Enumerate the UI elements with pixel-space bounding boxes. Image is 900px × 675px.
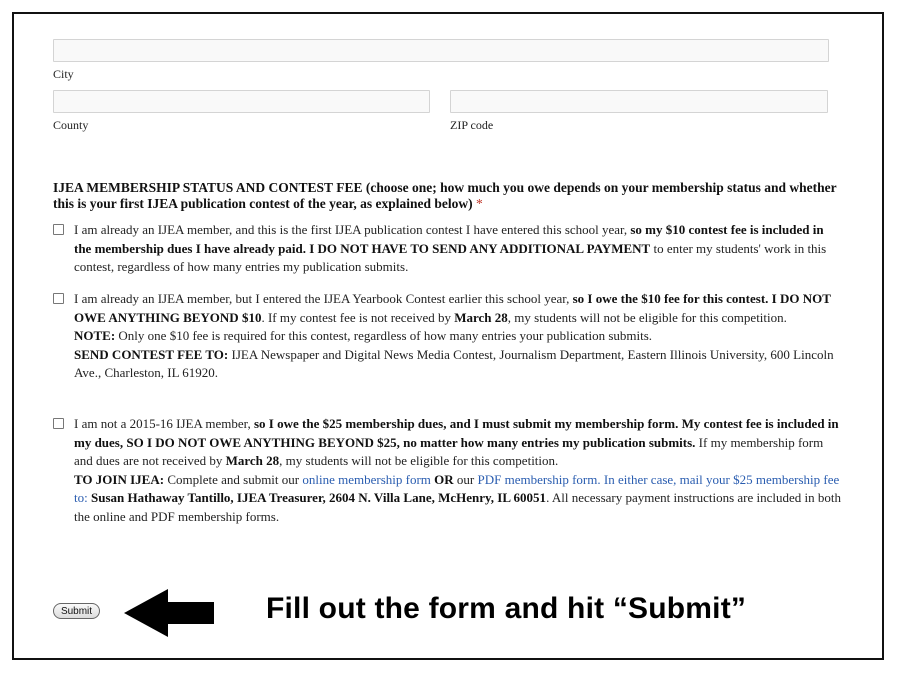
option-2-send-label: SEND CONTEST FEE TO: — [74, 346, 229, 362]
option-2-text-c: , my students will not be eligible for this competition. — [507, 309, 787, 325]
left-arrow-icon — [124, 589, 216, 637]
option-2-text — [74, 290, 843, 383]
annotation-text: Fill out the form and hit “Submit” — [266, 592, 747, 625]
city-input[interactable] — [53, 39, 829, 62]
option-3-join-text-c: . In either case, mail your $25 membership fee to: — [74, 471, 840, 505]
city-label: City — [53, 67, 74, 81]
treasurer-address: Susan Hathaway Tantillo, IJEA Treasurer, 2604 N. Villa Lane, McHenry, IL 60051 — [90, 490, 547, 505]
membership-option-3[interactable] — [53, 415, 843, 526]
membership-status-title — [53, 180, 853, 212]
option-3-text-b: If my membership form and dues are not received by — [74, 434, 824, 468]
option-3-checkbox[interactable] — [53, 418, 64, 429]
option-3-text-a: I am not a 2015-16 IJEA member, — [74, 416, 254, 431]
membership-option-1[interactable] — [53, 221, 843, 277]
required-asterisk: * — [476, 196, 483, 211]
county-input[interactable] — [53, 90, 430, 113]
option-1-text — [74, 221, 843, 277]
pdf-membership-form-link[interactable]: PDF membership form — [477, 471, 598, 487]
option-3-join-text-b: our — [456, 471, 478, 487]
option-2-send-text: IJEA Newspaper and Digital News Media Contest, Journalism Department, Eastern Illinois University, 600 Lincoln Ave., Charleston, IL 61920. — [74, 346, 834, 380]
option-3-text — [74, 415, 843, 526]
zip-label: ZIP code — [450, 118, 494, 132]
option-1-checkbox[interactable] — [53, 224, 64, 235]
option-2-deadline: March 28 — [454, 309, 508, 325]
membership-option-2[interactable] — [53, 290, 843, 383]
option-1-bold-a: so my $10 contest fee is included in the membership dues I have already paid. I DO NOT HAVE TO SEND ANY ADDITIONAL PAYMENT — [74, 222, 824, 256]
county-label: County — [53, 118, 89, 132]
online-membership-form-link[interactable]: online membership form — [302, 471, 431, 487]
option-2-text-b: . If my contest fee is not received by — [261, 309, 455, 325]
option-3-join-text-d: . All necessary payment instructions are included in both the online and PDF membership forms. — [74, 490, 842, 524]
option-2-note-label: NOTE: — [74, 328, 116, 343]
option-1-text-a: I am already an IJEA member, and this is the first IJEA publication contest I have entered this school year, — [74, 222, 631, 237]
option-3-join-label: TO JOIN IJEA: — [74, 471, 165, 487]
option-2-text-a: I am already an IJEA member, but I entered the IJEA Yearbook Contest earlier this school year, — [74, 291, 573, 306]
option-3-deadline: March 28 — [225, 453, 280, 468]
submit-button[interactable]: Submit — [53, 603, 100, 619]
option-3-join-text-a: Complete and submit our — [164, 471, 303, 487]
option-3-bold-a: so I owe the $25 membership dues, and I must submit my membership form. My contest fee is included in my dues, SO I DO NOT OWE ANYTHING BEYOND $25, no matter how many entries my publication submits. — [74, 416, 839, 450]
option-2-bold-a: so I owe the $10 fee for this contest. I DO NOT OWE ANYTHING BEYOND $10 — [74, 291, 831, 325]
option-3-or: OR — [430, 471, 457, 487]
zip-input[interactable] — [450, 90, 828, 113]
option-2-note-text: Only one $10 fee is required for this contest, regardless of how many entries your publication submits. — [115, 328, 653, 343]
option-1-text-b: to enter my students' work in this contest, regardless of how many entries my publication submits. — [74, 240, 827, 274]
option-3-text-c: , my students will not be eligible for this competition. — [279, 453, 559, 468]
membership-title-text: IJEA MEMBERSHIP STATUS AND CONTEST FEE (choose one; how much you owe depends on your membership status and whether this is your first IJEA publication contest of the year, as explained below) — [53, 180, 837, 211]
option-2-checkbox[interactable] — [53, 293, 64, 304]
